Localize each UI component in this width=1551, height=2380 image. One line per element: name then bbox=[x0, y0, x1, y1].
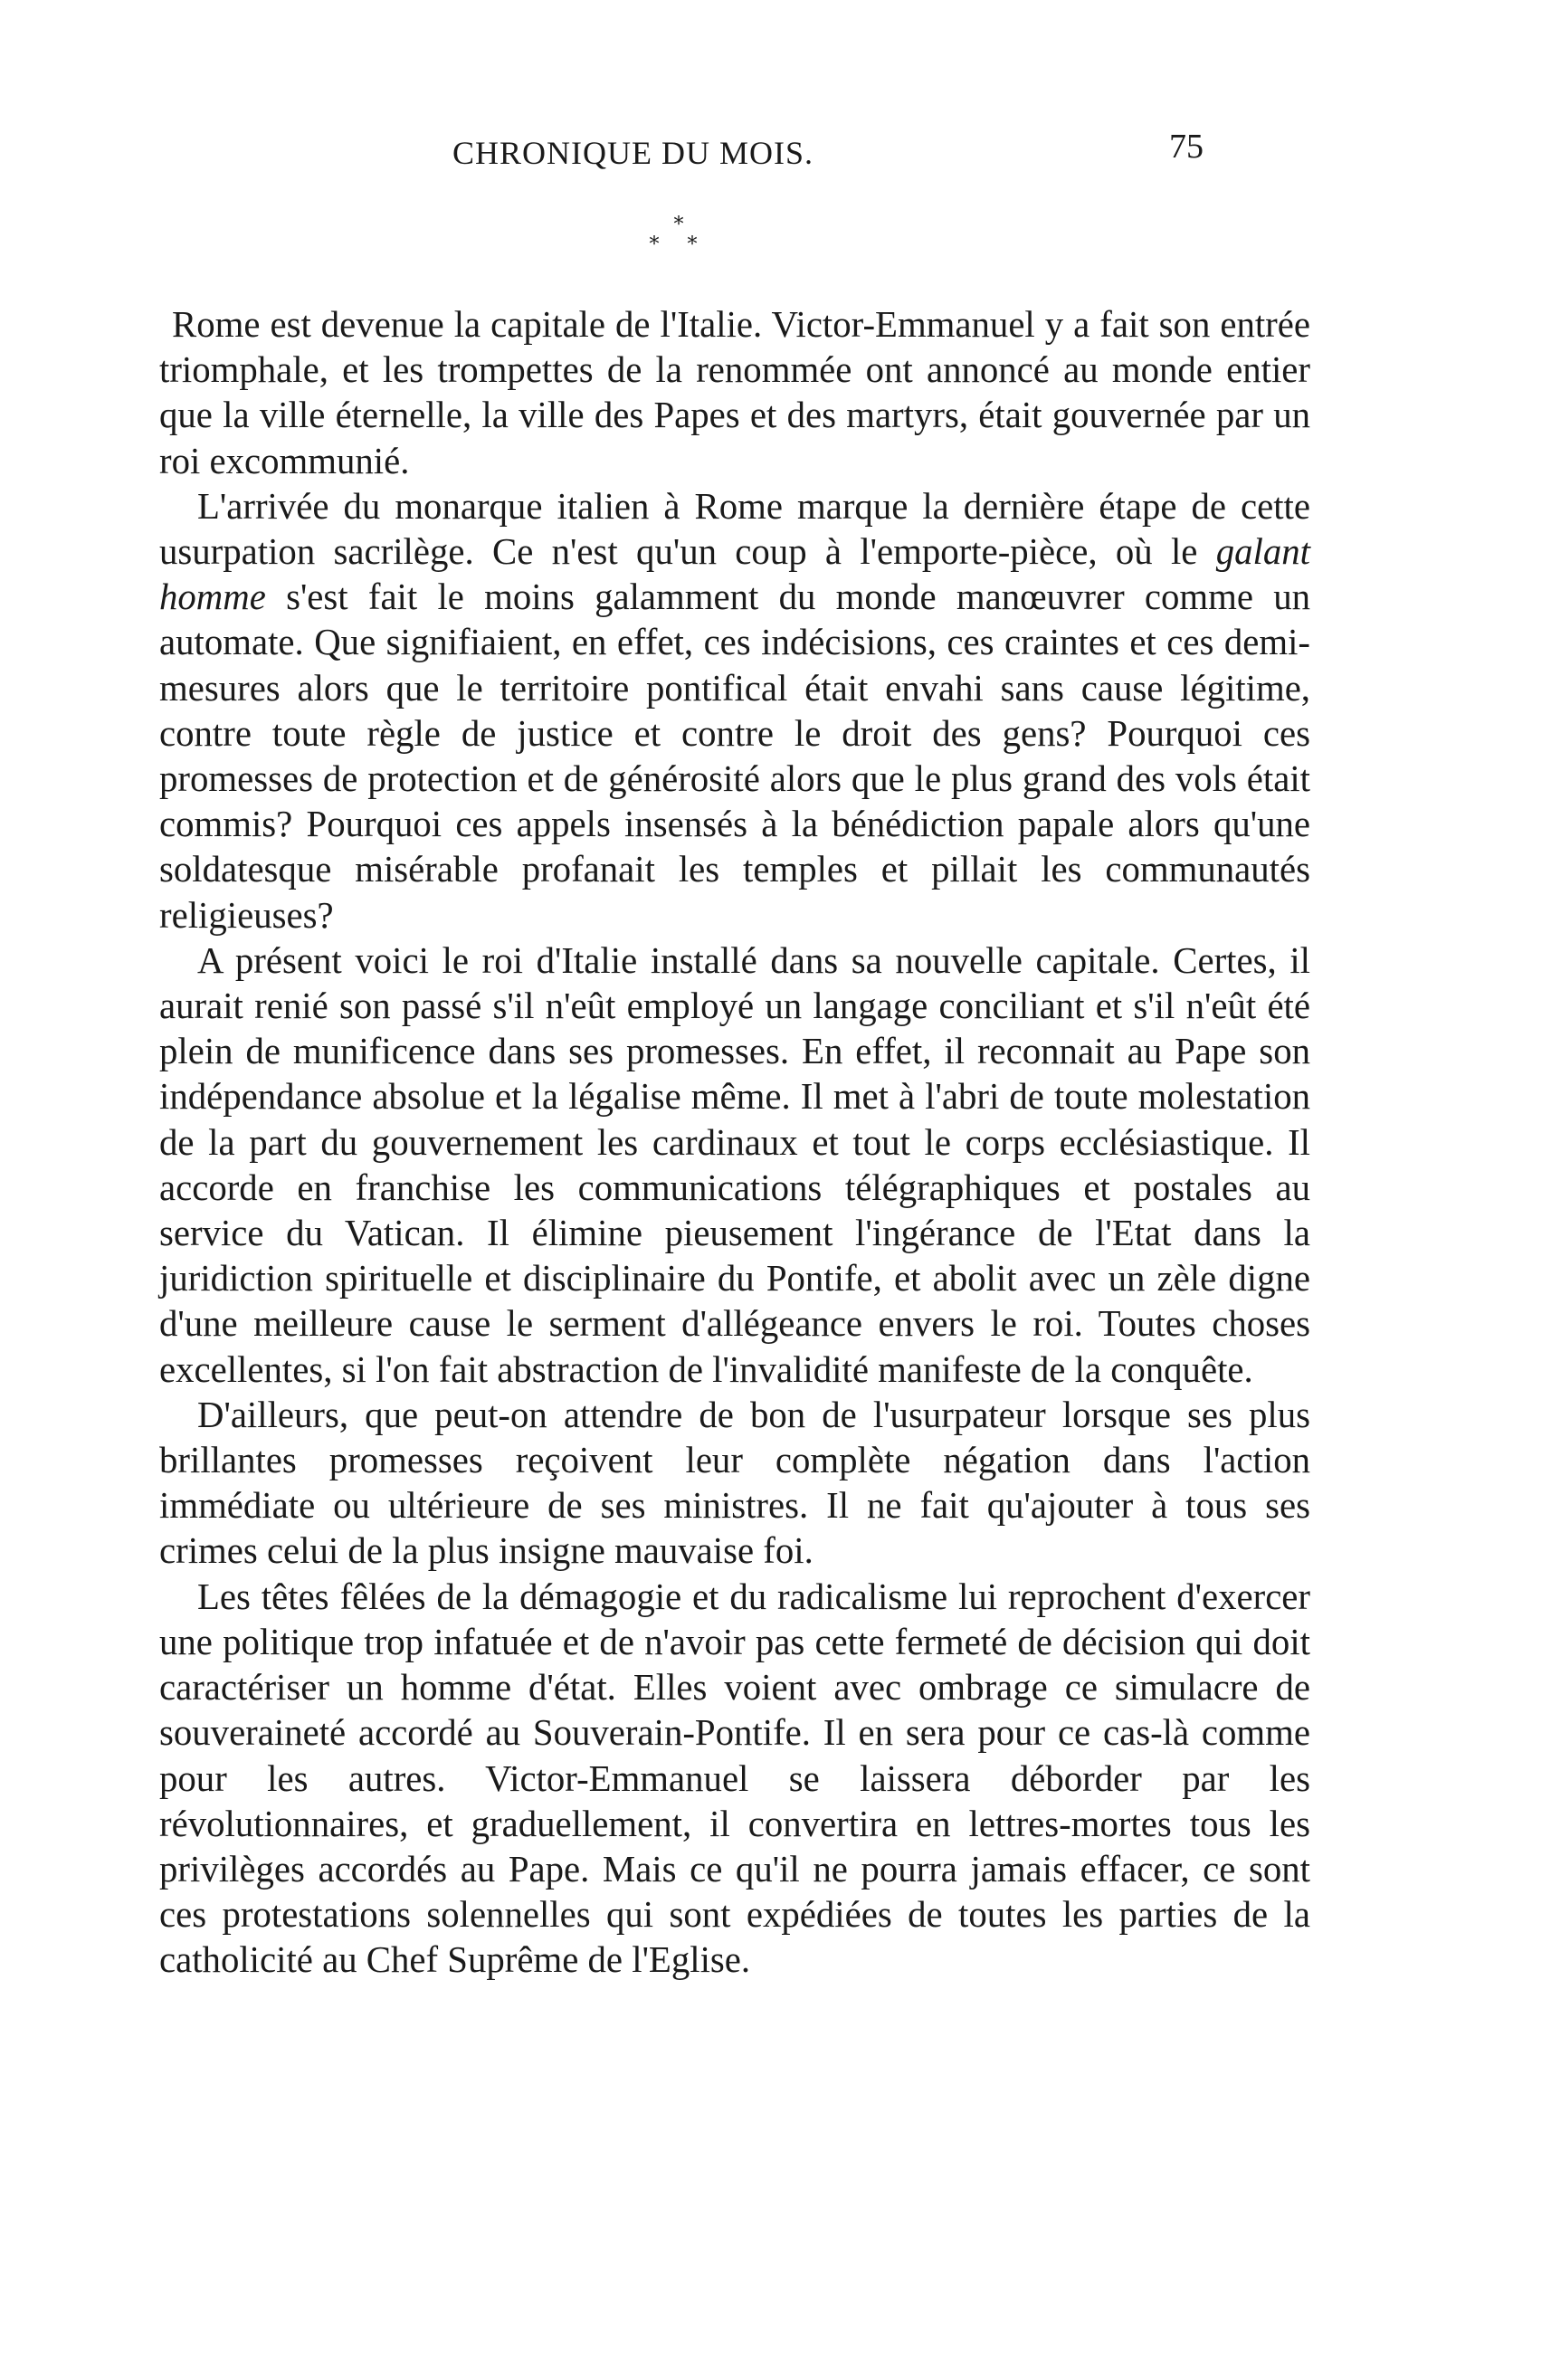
paragraph-monarch-arrival-end: s'est fait le moins galamment du monde manœuvrer comme un automate. Que signifiaient, en effet, ces indécisions, ces craintes et ces demi-mesures alors que le territoire pontifical était envahi sans cause légitime, contre toute règle de justice et contre le droit des gens? Pourquoi ces promesses de protection et de générosité alors que le plus grand des vols était commis? Pourquoi ces appels insensés à la bénédiction papale alors qu'une soldatesque misérable profanait les temples et pillait les communautés religieuses? bbox=[159, 576, 1310, 936]
asterism-divider bbox=[624, 215, 733, 270]
chronicle-body bbox=[159, 302, 1310, 1984]
page-number: 75 bbox=[1169, 128, 1204, 166]
asterism-top: * bbox=[673, 214, 684, 236]
paragraph-usurper: D'ailleurs, que peut-on attendre de bon de l'usurpateur lorsque ses plus brillantes promesses reçoivent leur complète négation dans l'action immédiate ou ultérieure de ses ministres. Il ne fait qu'ajouter à tous ses crimes celui de la plus insigne mauvaise foi. bbox=[159, 1394, 1310, 1572]
asterism-bottom: * * bbox=[649, 233, 709, 256]
paragraph-demagogy: Les têtes fêlées de la démagogie et du radicalisme lui reprochent d'exercer une politique trop infatuée et de n'avoir pas cette fermeté de décision qui doit caractériser un homme d'état. Elles voient avec ombrage ce simulacre de souveraineté accordé au Souverain-Pontife. Il en sera pour ce cas-là comme pour les autres. Victor-Emmanuel se laissera déborder par les révolutionnaires, et graduellement, il convertira en lettres-mortes tous les privilèges accordés au Pape. Mais ce qu'il ne pourra jamais effacer, ce sont ces protestations solennelles qui sont expédiées de toutes les parties de la catholicité au Chef Suprême de l'Eglise. bbox=[159, 1576, 1310, 1981]
italic-phrase: galant homme bbox=[159, 531, 1310, 618]
paragraph-monarch-arrival-start: L'arrivée du monarque italien à Rome marque la dernière étape de cette usurpation sacrilège. Ce n'est qu'un coup à l'emporte-pièce, où le bbox=[159, 485, 1310, 573]
paragraph-monarch-arrival bbox=[159, 484, 1310, 938]
running-title: CHRONIQUE DU MOIS. bbox=[452, 135, 814, 171]
paragraph-rome-capital: Rome est devenue la capitale de l'Italie. Victor-Emmanuel y a fait son entrée triomphale, et les trompettes de la renommée ont annoncé au monde entier que la ville éternelle, la ville des Papes et des martyrs, était gouvernée par un roi excommunié. bbox=[159, 304, 1310, 481]
paragraph-new-capital: A présent voici le roi d'Italie installé dans sa nouvelle capitale. Certes, il aurait renié son passé s'il n'eût employé un langage conciliant et s'il n'eût été plein de munificence dans ses promesses. En effet, il reconnait au Pape son indépendance absolue et la légalise même. Il met à l'abri de toute molestation de la part du gouvernement les cardinaux et tout le corps ecclésiastique. Il accorde en franchise les communications télégraphiques et postales au service du Vatican. Il élimine pieusement l'ingérance de l'Etat dans la juridiction spirituelle et disciplinaire du Pontife, et abolit avec un zèle digne d'une meilleure cause le serment d'allégeance envers le roi. Toutes choses excellentes, si l'on fait abstraction de l'invalidité manifeste de la conquête. bbox=[159, 939, 1310, 1390]
